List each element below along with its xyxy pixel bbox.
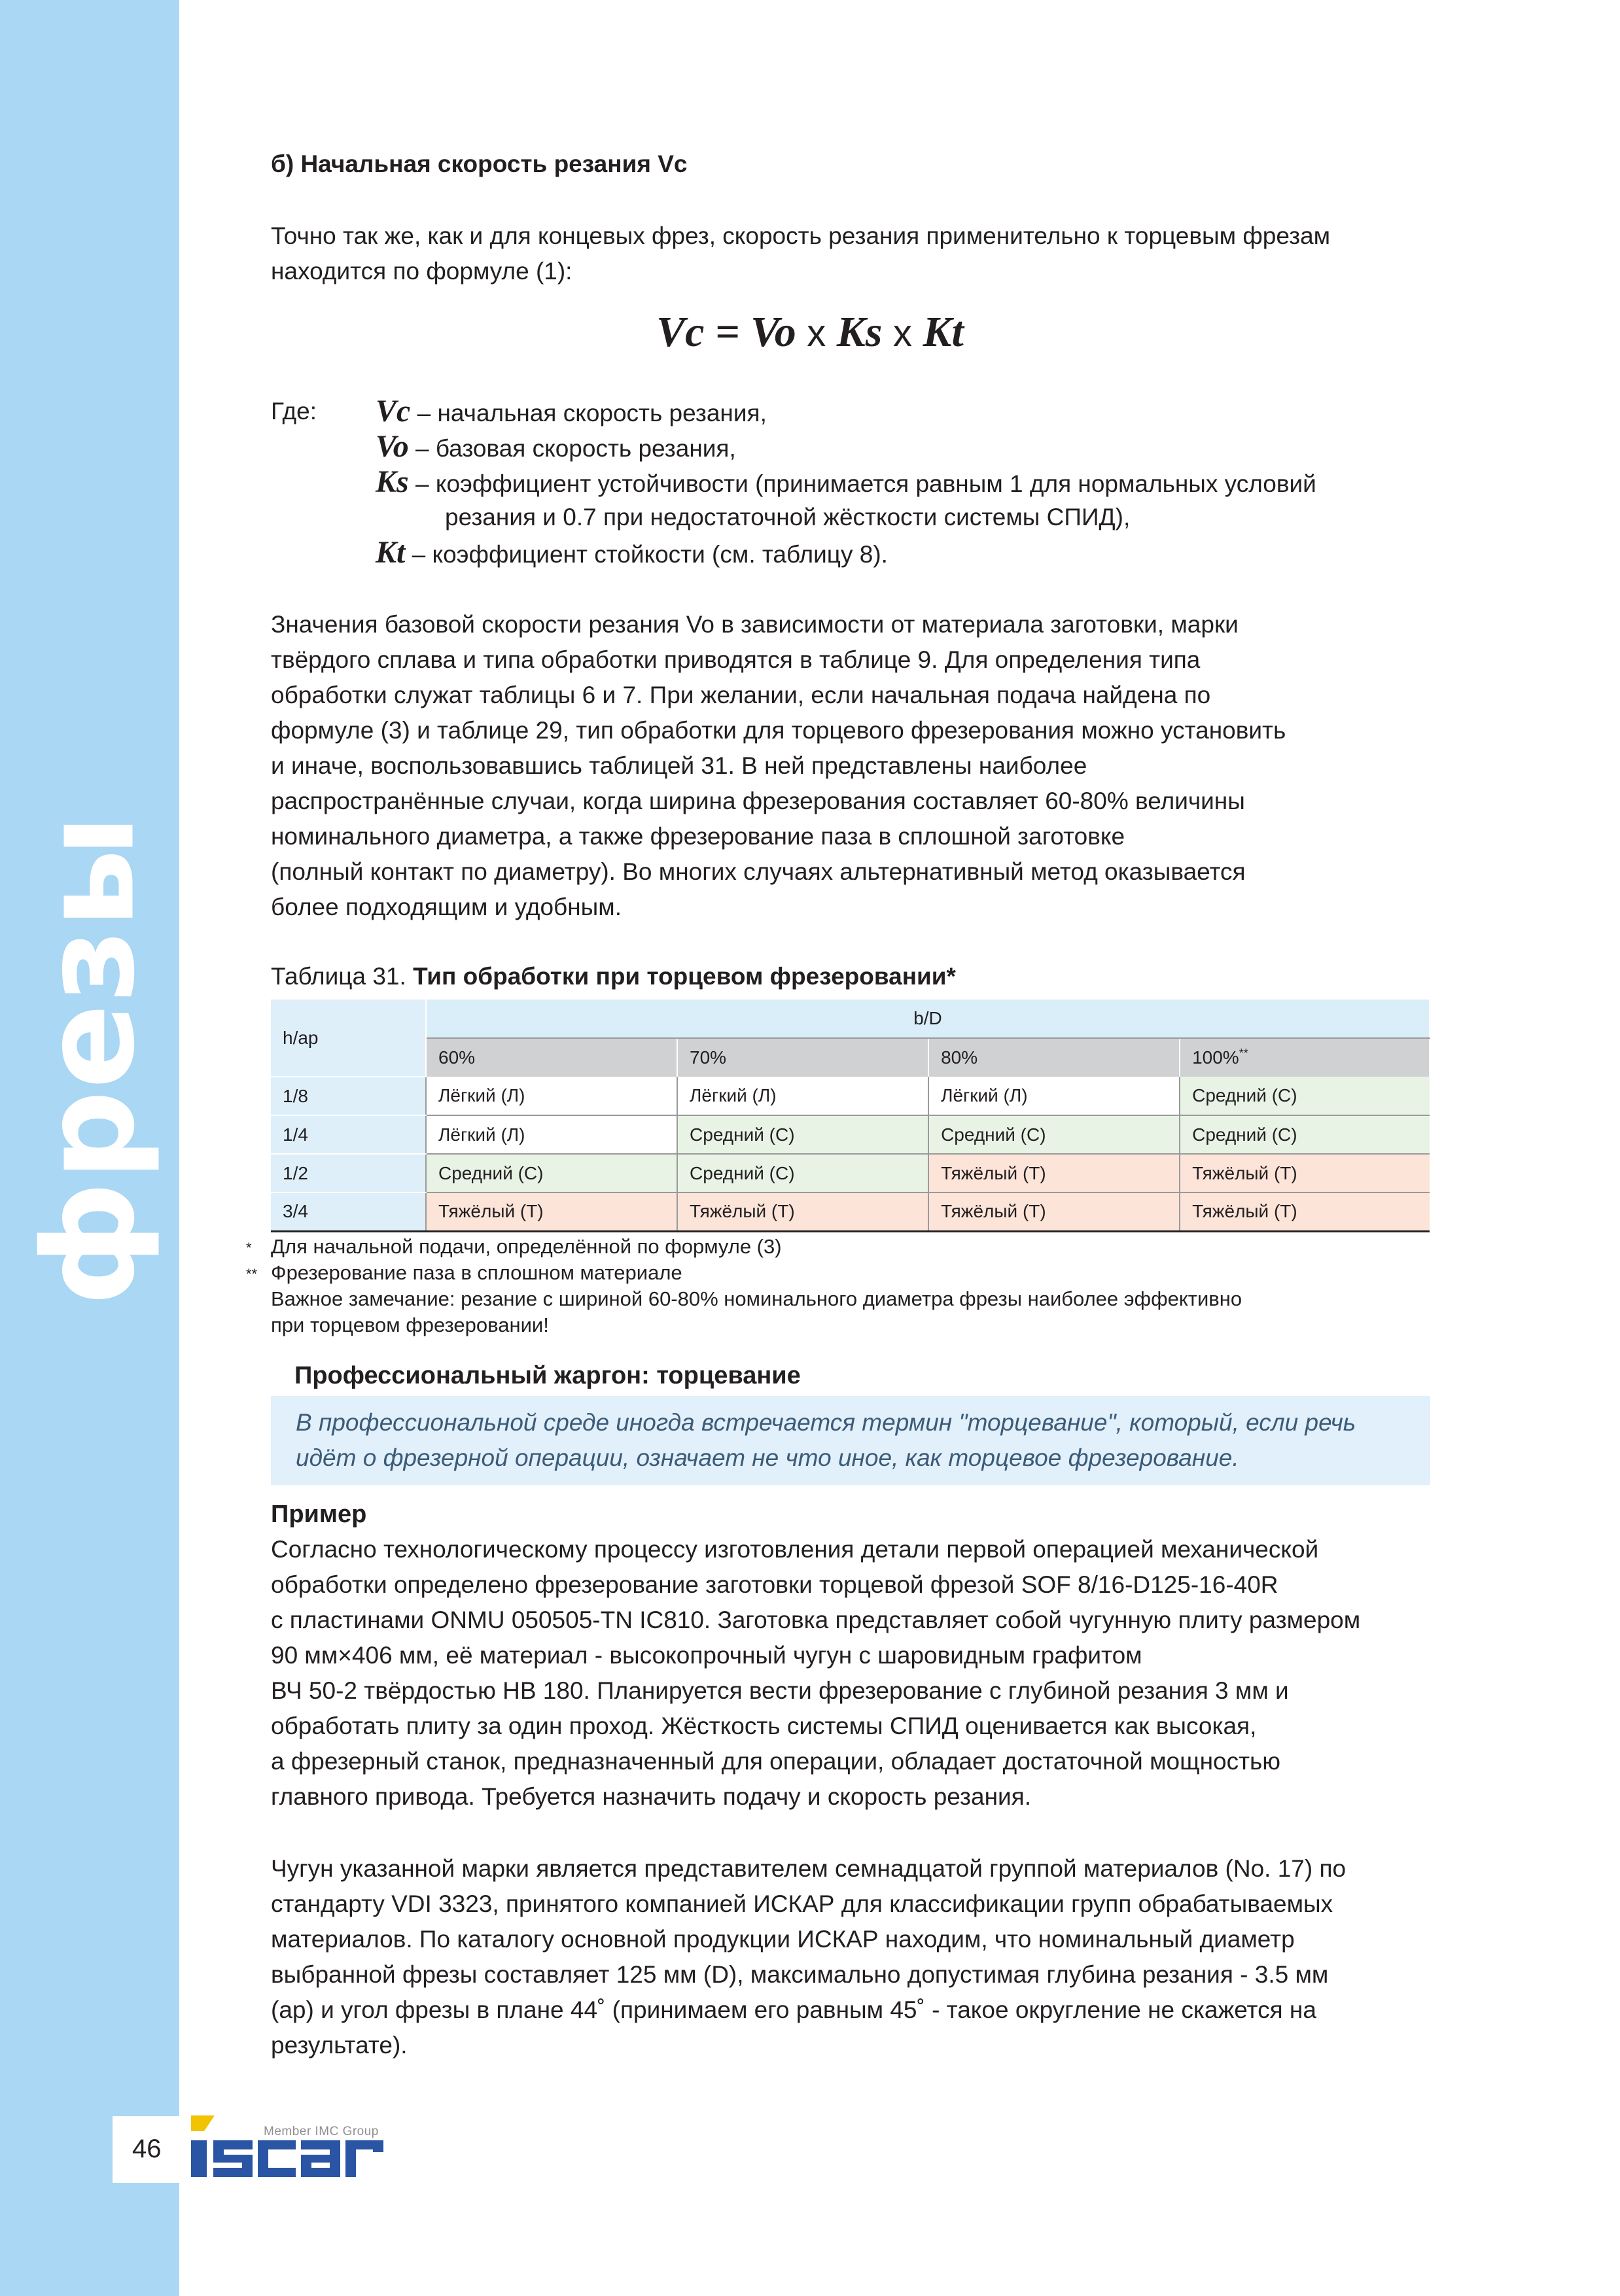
table-cell: Средний (С)	[1180, 1077, 1430, 1115]
col-header-80: 80%	[928, 1038, 1180, 1077]
formula-times-2: x	[893, 312, 912, 355]
row-header-hap: h/ap	[271, 1000, 426, 1077]
example-line-3: с пластинами ONMU 050505-TN IC810. Заготовка представляет собой чугунную плиту размером	[271, 1607, 1361, 1633]
footnote-2: Фрезерование паза в сплошном материале	[271, 1261, 682, 1284]
table-cell: Лёгкий (Л)	[677, 1077, 928, 1115]
para2-line-7: номинального диаметра, а также фрезерование паза в сплошной заготовке	[271, 823, 1125, 850]
table-cell: Средний (С)	[1180, 1115, 1430, 1154]
formula-times-1: x	[807, 312, 826, 355]
row-label-1-8: 1/8	[271, 1077, 426, 1115]
example-line-5: ВЧ 50-2 твёрдостью НВ 180. Планируется вести фрезерование с глубиной резания 3 мм и	[271, 1677, 1289, 1704]
footnote-important-2: при торцевом фрезеровании!	[271, 1313, 549, 1336]
milling-type-table	[271, 1000, 1430, 1232]
cutting-speed-formula	[0, 307, 1620, 357]
col-header-70: 70%	[677, 1038, 928, 1077]
def-kt: Kt – коэффициент стойкости (см. таблицу 8).	[376, 535, 888, 570]
table-cell: Средний (С)	[677, 1154, 928, 1192]
table-cell: Тяжёлый (Т)	[928, 1154, 1180, 1192]
formula-kt: Kt	[923, 308, 964, 356]
formula-vc: Vc	[656, 308, 705, 356]
example-line-1: Согласно технологическому процессу изготовления детали первой операцией механической	[271, 1536, 1319, 1563]
footnote-mark-1: *	[246, 1240, 252, 1256]
table-cell: Средний (С)	[426, 1154, 677, 1192]
example-title: Пример	[271, 1501, 367, 1528]
section-title-vertical: фрезы	[16, 813, 163, 1306]
table-cell: Тяжёлый (Т)	[677, 1192, 928, 1231]
table-cell: Тяжёлый (Т)	[1180, 1192, 1430, 1231]
example-line-2: обработки определено фрезерование заготовки торцевой фрезой SOF 8/16-D125-16-40R	[271, 1571, 1278, 1598]
row-label-1-4: 1/4	[271, 1115, 426, 1154]
example2-line-5: (ap) и угол фрезы в плане 44˚ (принимаем его равным 45˚ - такое округление не скажется на	[271, 1996, 1316, 2023]
jargon-line-1: В профессиональной среде иногда встречается термин "торцевание", который, если речь	[296, 1409, 1356, 1436]
example-line-6: обработать плиту за один проход. Жёсткость системы СПИД оценивается как высокая,	[271, 1713, 1257, 1739]
footnote-mark-2: **	[246, 1266, 258, 1282]
table-cell: Лёгкий (Л)	[426, 1077, 677, 1115]
para2-line-2: твёрдого сплава и типа обработки приводятся в таблице 9. Для определения типа	[271, 646, 1201, 673]
example2-line-4: выбранной фрезы составляет 125 мм (D), максимально допустимая глубина резания - 3.5 мм	[271, 1961, 1329, 1988]
section-heading: б) Начальная скорость резания Vc	[271, 150, 688, 177]
para2-line-5: и иначе, воспользовавшись таблицей 31. В ней представлены наиболее	[271, 752, 1087, 779]
jargon-line-2: идёт о фрезерной операции, означает не что иное, как торцевое фрезерование.	[296, 1444, 1239, 1471]
iscar-logo	[185, 2112, 394, 2183]
jargon-text	[296, 1405, 1356, 1476]
where-label: Где:	[271, 398, 317, 425]
row-label-1-2: 1/2	[271, 1154, 426, 1192]
intro-line-1: Точно так же, как и для концевых фрез, скорость резания применительно к торцевым фрезам	[271, 222, 1331, 249]
example2-line-6: результате).	[271, 2032, 408, 2059]
def-ks-continuation: резания и 0.7 при недостаточной жёсткости системы СПИД),	[445, 504, 1131, 531]
example-line-8: главного привода. Требуется назначить подачу и скорость резания.	[271, 1783, 1031, 1810]
def-ks: Ks – коэффициент устойчивости (принимается равным 1 для нормальных условий	[376, 464, 1316, 499]
group-header-bd: b/D	[426, 1000, 1430, 1038]
def-vc: Vc – начальная скорость резания,	[376, 394, 767, 428]
formula-eq: =	[714, 308, 740, 356]
para2-line-4: формуле (3) и таблице 29, тип обработки для торцевого фрезерования можно установить	[271, 717, 1286, 744]
para2-line-8: (полный контакт по диаметру). Во многих случаях альтернативный метод оказывается	[271, 858, 1246, 885]
table-cell: Тяжёлый (Т)	[928, 1192, 1180, 1231]
example2-line-2: стандарту VDI 3323, принятого компанией ИСКАР для классификации групп обрабатываемых	[271, 1890, 1333, 1917]
def-vo: Vo – базовая скорость резания,	[376, 429, 736, 464]
col-header-60: 60%	[426, 1038, 677, 1077]
col-header-100: 100%**	[1180, 1038, 1430, 1077]
table-cell: Лёгкий (Л)	[928, 1077, 1180, 1115]
example-line-4: 90 мм×406 мм, её материал - высокопрочный чугун с шаровидным графитом	[271, 1642, 1142, 1669]
para2-line-1: Значения базовой скорости резания Vo в зависимости от материала заготовки, марки	[271, 611, 1239, 638]
table-cell: Лёгкий (Л)	[426, 1115, 677, 1154]
formula-ks: Ks	[836, 308, 883, 356]
example-line-7: а фрезерный станок, предназначенный для операции, обладает достаточной мощностью	[271, 1748, 1281, 1775]
footnote-1: Для начальной подачи, определённой по формуле (3)	[271, 1235, 782, 1258]
example2-line-3: материалов. По каталогу основной продукции ИСКАР находим, что номинальный диаметр	[271, 1926, 1295, 1953]
para2-line-9: более подходящим и удобным.	[271, 894, 622, 920]
para2-line-6: распространённые случаи, когда ширина фрезерования составляет 60-80% величины	[271, 788, 1245, 814]
table-cell: Тяжёлый (Т)	[426, 1192, 677, 1231]
table-cell: Тяжёлый (Т)	[1180, 1154, 1430, 1192]
row-label-3-4: 3/4	[271, 1192, 426, 1231]
para2-line-3: обработки служат таблицы 6 и 7. При желании, если начальная подача найдена по	[271, 682, 1211, 708]
formula-vo: Vo	[750, 308, 796, 356]
intro-line-2: находится по формуле (1):	[271, 258, 572, 285]
iscar-logo-icon	[185, 2112, 394, 2183]
table-caption: Таблица 31. Тип обработки при торцевом фрезеровании*	[271, 963, 956, 990]
example2-line-1: Чугун указанной марки является представителем семнадцатой группой материалов (No. 17) по	[271, 1855, 1347, 1882]
table-cell: Средний (С)	[677, 1115, 928, 1154]
table-cell: Средний (С)	[928, 1115, 1180, 1154]
footnote-important-1: Важное замечание: резание с шириной 60-80% номинального диаметра фрезы наиболее эффективно	[271, 1287, 1242, 1310]
page-number: 46	[132, 2134, 162, 2163]
jargon-title: Профессиональный жаргон: торцевание	[294, 1362, 801, 1389]
logo-tagline: Member IMC Group	[264, 2125, 379, 2138]
